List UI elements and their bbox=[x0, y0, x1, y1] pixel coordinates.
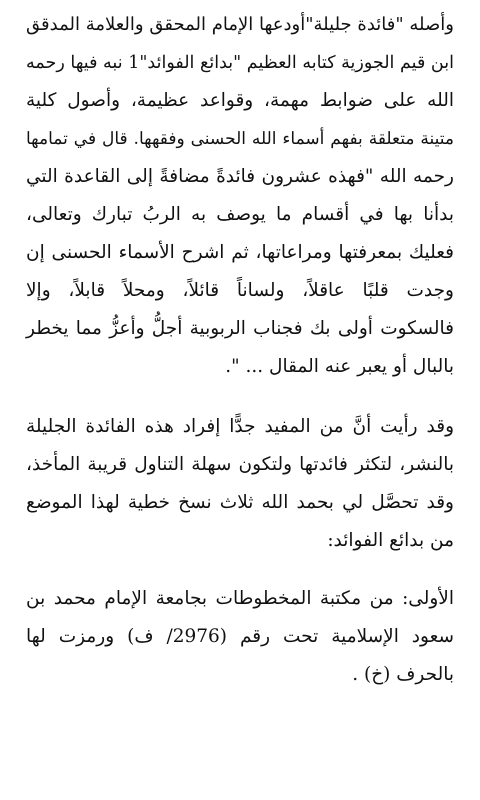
paragraph-spacer bbox=[26, 560, 454, 580]
text-line: بالنشر، لتكثر فائدتها ولتكون سهلة التناول قريبة المأخذ، bbox=[26, 454, 454, 475]
text-line: وأصله "فائدة جليلة"أودعها الإمام المحقق والعلامة المدقق bbox=[26, 14, 454, 35]
text-line: بالبال أو يعبر عنه المقال ... ". bbox=[225, 356, 454, 377]
text-line: وقد رأيت أنَّ من المفيد جدًّا إفراد هذه الفائدة الجليلة bbox=[26, 416, 454, 437]
paragraph-quote-ibn-qayyim bbox=[26, 6, 454, 386]
text-line: وجدت قلبًا عاقلاً، ولساناً قائلاً، ومحلاً قابلاً، وإلا bbox=[26, 280, 454, 301]
text-line: متينة متعلقة بفهم أسماء الله الحسنى وفقهها. قال في تمامها bbox=[26, 129, 454, 149]
text-line: الأولى: من مكتبة المخطوطات بجامعة الإمام محمد بن bbox=[26, 588, 454, 609]
text-line: وقد تحصَّل لي بحمد الله ثلاث نسخ خطية لهذا الموضع bbox=[26, 492, 454, 513]
text-line: بالحرف (خ) . bbox=[352, 664, 454, 685]
text-line: فالسكوت أولى بك فجناب الربوبية أجلُّ وأعزُّ مما يخطر bbox=[26, 318, 454, 339]
text-line: الله على ضوابط مهمة، وقواعد عظيمة، وأصول كلية bbox=[26, 90, 454, 111]
text-line: فعليك بمعرفتها ومراعاتها، ثم اشرح الأسماء الحسنى إن bbox=[26, 242, 454, 263]
text-line: ابن قيم الجوزية كتابه العظيم "بدائع الفوائد"1 نبه فيها رحمه bbox=[26, 53, 454, 73]
text-line: من بدائع الفوائد: bbox=[327, 530, 454, 551]
paragraph-first-manuscript bbox=[26, 580, 454, 694]
paragraph-publishing-intent bbox=[26, 408, 454, 560]
paragraph-spacer bbox=[26, 386, 454, 408]
text-line: رحمه الله "فهذه عشرون فائدةً مضافةً إلى القاعدة التي bbox=[26, 166, 454, 187]
text-line: سعود الإسلامية تحت رقم (2976/ ف) ورمزت لها bbox=[26, 626, 454, 647]
text-line: بدأنا بها في أقسام ما يوصف به الربُ تبارك وتعالى، bbox=[26, 204, 454, 225]
